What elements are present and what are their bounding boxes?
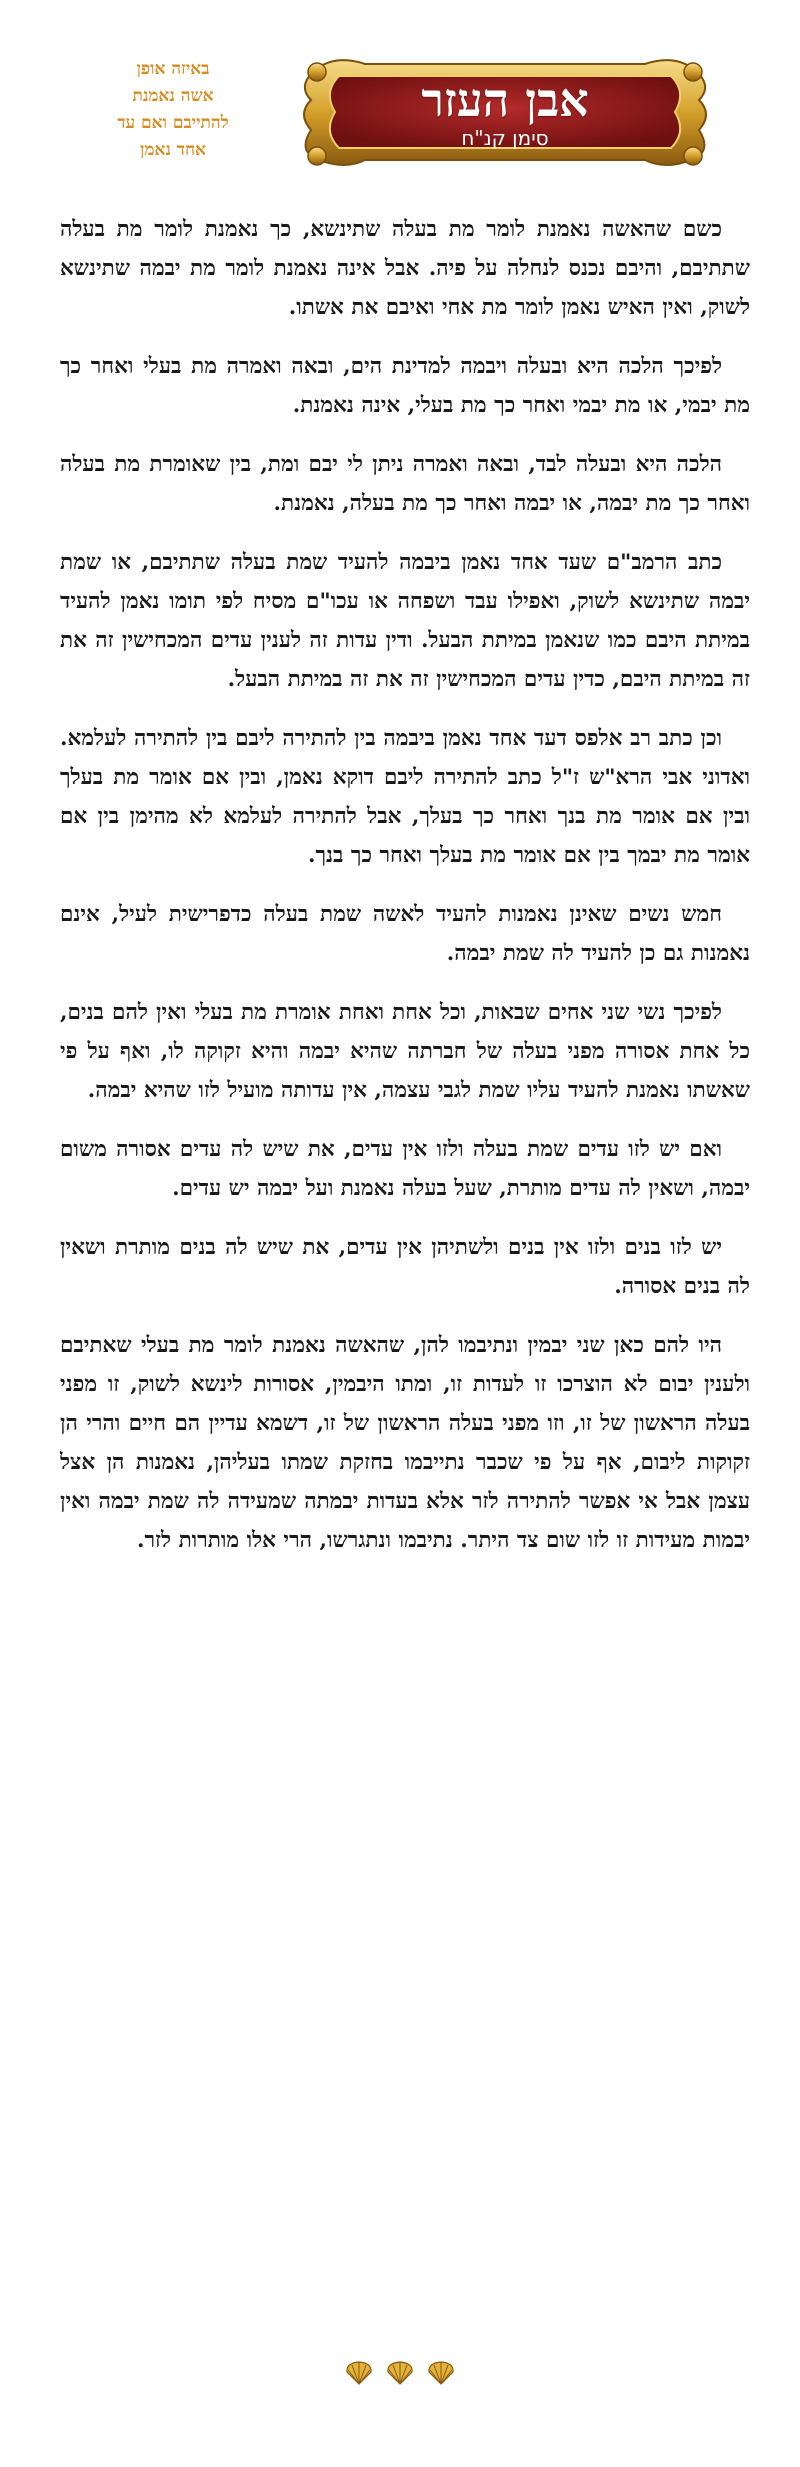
body-text bbox=[60, 210, 750, 1580]
paragraph: לפיכך הלכה היא ובעלה ויבמה למדינת הים, ובאה ואמרה מת בעלי ואחר כך מת יבמי, או מת יבמי ואחר כך מת בעלי, אינה נאמנת. bbox=[60, 354, 750, 418]
shell-icon bbox=[426, 2360, 456, 2386]
paragraph: לפיכך נשי שני אחים שבאות, וכל אחת ואחת אומרת מת בעלי ואין להם בנים, כל אחת אסורה מפני בעלה של חברתה שהיא יבמה והיא זקוקה לו, ואף על פי שאשתו נאמנת להעיד עליו שמת לגבי עצמה, אין עדותה מועיל לזו שהיא יבמה. bbox=[60, 1000, 750, 1103]
banner-subtitle: סימן קנ"ח bbox=[461, 126, 549, 150]
topic-line: אחד נאמן bbox=[140, 140, 206, 160]
paragraph: יש לזו בנים ולזו אין בנים ולשתיהן אין עדים, את שיש לה בנים מותרת ושאין לה בנים אסורה. bbox=[60, 1235, 750, 1299]
paragraph: וכן כתב רב אלפס דעד אחד נאמן ביבמה בין להתירה ליבם בין להתירה לעלמא. ואדוני אבי הרא"ש ז"ל כתב להתירה ליבם דוקא נאמן, ובין אם אומר מת בעלך ובין אם אומר מת בנך ואחר כך בעלך, אבל להתירה לעלמא לא מהימן בין אם אומר מת יבמך בין אם אומר מת בעלך ואחר כך בנך. bbox=[60, 726, 750, 868]
shell-icon bbox=[344, 2360, 374, 2386]
paragraph: היו להם כאן שני יבמין ונתיבמו להן, שהאשה נאמנת לומר מת בעלי שאתיבם ולענין יבום לא הוצרכו זו לעדות זו, ומתו היבמין, אסורות לינשא לשוק, זו מפני בעלה הראשון של זו, וזו מפני בעלה הראשון של זו, דשמא עדיין הם חיים והרי הן זקוקות ליבום, אף על פי שכבר נתייבמו בחזקת שמתו בעליהן, נאמנות הן אצל עצמן אבל אי אפשר להתירה לזר אלא בעדות יבמתה שמעידה לה שמת יבמה ואין יבמות מעידות זו לזו שום צד היתר. נתיבמו ונתגרשו, הרי אלו מותרות לזר. bbox=[60, 1333, 750, 1553]
title-banner bbox=[295, 52, 715, 172]
shell-icon bbox=[385, 2360, 415, 2386]
banner-title: אבן העזר bbox=[421, 73, 589, 127]
topic-line: באיזה אופן bbox=[136, 59, 210, 79]
topic-line: להתייבם ואם עד bbox=[117, 113, 229, 133]
paragraph: הלכה היא ובעלה לבד, ובאה ואמרה ניתן לי יבם ומת, בין שאומרת מת בעלה ואחר כך מת יבמה, או יבמה ואחר כך מת בעלה, נאמנת. bbox=[60, 452, 750, 516]
header bbox=[0, 0, 800, 185]
paragraph: חמש נשים שאינן נאמנות להעיד לאשה שמת בעלה כדפרישית לעיל, אינם נאמנות גם כן להעיד לה שמת יבמה. bbox=[60, 902, 750, 966]
topic-line: אשה נאמנת bbox=[132, 86, 214, 106]
footer-ornament bbox=[0, 2360, 800, 2390]
topic-heading bbox=[58, 56, 288, 164]
paragraph: ואם יש לזו עדים שמת בעלה ולזו אין עדים, את שיש לה עדים אסורה משום יבמה, ושאין לה עדים מותרת, שעל בעלה נאמנת ועל יבמה יש עדים. bbox=[60, 1137, 750, 1201]
paragraph: כשם שהאשה נאמנת לומר מת בעלה שתינשא, כך נאמנת לומר מת בעלה שתתיבם, והיבם נכנס לנחלה על פיה. אבל אינה נאמנת לומר מת יבמה שתינשא לשוק, ואין האיש נאמן לומר מת אחי ואיבם את אשתו. bbox=[60, 217, 750, 320]
paragraph: כתב הרמב"ם שעד אחד נאמן ביבמה להעיד שמת בעלה שתתיבם, או שמת יבמה שתינשא לשוק, ואפילו עבד ושפחה או עכו"ם מסיח לפי תומו נאמן להעיד במיתת היבם כמו שנאמן במיתת הבעל. ודין עדות זה לענין עדים המכחישין זה את זה במיתת היבם, כדין עדים המכחישין זה את זה במיתת הבעל. bbox=[60, 550, 750, 692]
